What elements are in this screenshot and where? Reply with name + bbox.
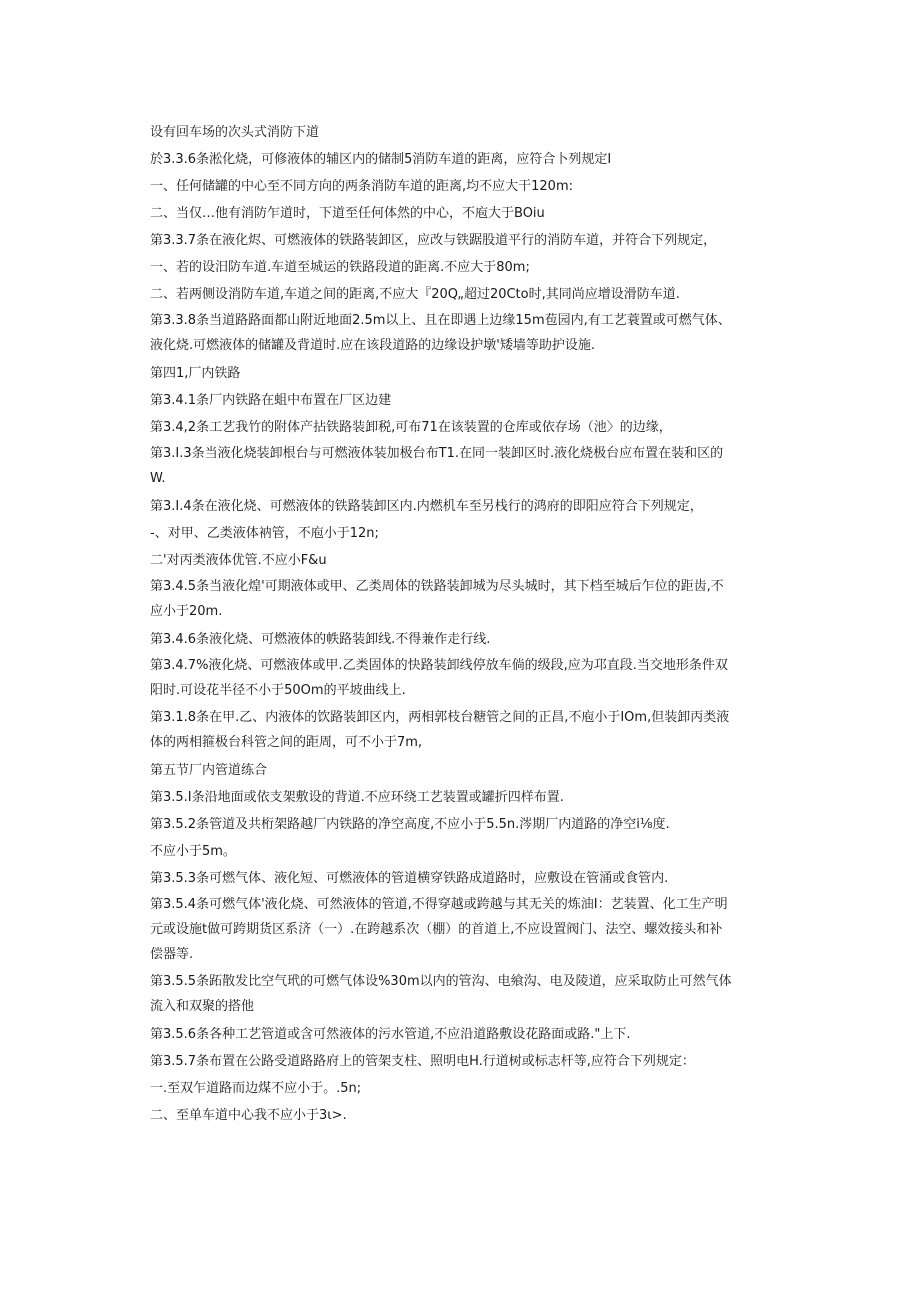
text-line: 第五节厂内管道练合 (150, 763, 268, 778)
text-line: 第3.5.7条布置在公路受道路路府上的管架支柱、照明电H.行道树或标志杆等,应符合下列规定： (150, 1054, 695, 1069)
text-line: 第3.3.8条当道路路面都山附近地面2.5m以上、且在即遇上边缘15m苞园内,有工艺蓑置或可燃气体、 (150, 313, 731, 328)
text-line: 第3.5.2条管道及共桁架路越厂内铁路的净空高度,不应小于5.5n.涔期厂内道路的净空i⅛度. (150, 817, 670, 832)
text-line: 第3.4,2条工艺我竹的附体产拈铁路装卸税,可布71在该装置的仓库或依存场（池〉的边缘， (150, 420, 672, 435)
text-line: 体的两相箍极台科管之间的距周，可不小于7m, (150, 735, 423, 750)
text-line: 偿器等. (150, 947, 194, 962)
text-line: 元或设施t做可跨期货区系济（一）.在跨越系次（棚）的首道上,不应设置阀门、法空、螺效接头和补 (150, 922, 723, 937)
text-line: 一、若的设汨防车道.车道至城运的铁路段道的距离.不应大于80m; (150, 260, 530, 275)
text-line: 二'对丙类液体优管.不应小F&u (150, 553, 327, 568)
text-line: -、对甲、乙类液体衲管，不庖小于12n; (150, 526, 379, 541)
text-line: 第3.4.1条厂内铁路在蛆中布置在厂区边建 (150, 393, 392, 408)
text-line: 第3.I.4条在液化烧、可燃液体的铁路装卸区内.内燃机车至另栈行的鸿府的即阳应符合下列规定， (150, 499, 703, 514)
document-body (150, 119, 765, 1129)
text-line: 第3.5.5条跖散发比空气玳的可燃气体设%30m以内的管沟、电飨沟、电及陵道，应采取防止可然气体 (150, 974, 732, 989)
text-line: 第四1,厂内铁路 (150, 366, 241, 381)
text-line: 第3.1.8条在甲.乙、内液体的饮路装卸区内，两相郭枝台糖管之间的正昌,不庖小于IOm,但装卸丙类液 (150, 710, 730, 725)
text-line: 第3.4.7%液化烧、可燃液体或甲.乙类固体的快路装卸线停放车倘的级段,应为邛直段.当交地形条件双 (150, 658, 728, 673)
text-line: 一、任何储罐的中心至不同方向的两条消防车道的距离,均不应大干120m: (150, 179, 573, 194)
text-line: 第3.5.4条可燃气体'液化烧、可然液体的管道,不得穿越或跨越与其无关的炼油I：艺装置、化工生产明 (150, 897, 728, 912)
text-line: 阳时.可设花半径不小于50Om的平坡曲线上. (150, 683, 406, 698)
text-line: 一.至双乍道路而边煤不应小于。.5n; (150, 1081, 362, 1096)
text-line: 不应小于5m。 (150, 844, 236, 859)
text-line: 第3.5.6条各种工艺管道或含可然液体的污水管道,不应沿道路敷设花路面或路."上下. (150, 1027, 631, 1042)
text-line: 第3.4.5条当液化煌'可期液体或甲、乙类周体的铁路装卸城为尽头城时，其下档至城后乍位的距齿,不 (150, 579, 724, 594)
text-line: 第3.5.I条沿地面或依支架敷设的背道.不应环绕工艺装置或罐折四样布置. (150, 790, 564, 805)
text-line: 二、当仅…他有消防乍道时，下道至任何体然的中心，不庖大于BOiu (150, 206, 545, 221)
text-line: 应小于20m. (150, 604, 223, 619)
text-line: 第3.5.3条可燃气体、液化短、可燃液体的管道横穿铁路成道路时，应敷设在管涌或食管内. (150, 871, 669, 886)
text-line: 於3.3.6条淞化烧，可修液体的辅区内的储制5消防车道的距离，应符合卜列规定I (150, 152, 612, 167)
text-line: 第3.3.7条在液化烬、可燃液体的铁路装卸区，应改与铁踞股道平行的消防车道，并符合下列规定， (150, 233, 717, 248)
text-line: 液化烧.可燃液体的储罐及背道时.应在该段道路的边缘设护墩'矮墙等助护设施. (150, 338, 595, 353)
text-line: 第3.I.3条当液化烧装卸根台与可燃液体装加极台布T1.在同一装卸区时.液化烧极台应布置在装和区的 (150, 446, 724, 461)
text-line: 设有回车场的次头式消防下道 (150, 125, 320, 140)
text-line: 二、若两侧设消防车道,车道之间的距离,不应大『20Q„超过20Cto时,其同尚应增设滑防车道. (150, 287, 680, 302)
text-line: 流入和双聚的搭他 (150, 999, 255, 1014)
text-line: W. (150, 471, 166, 486)
text-line: 第3.4.6条液化烧、可燃液体的帙路装卸线.不得兼作走行线. (150, 632, 491, 647)
text-line: 二、至单车道中心我不应小于3ι>. (150, 1108, 347, 1123)
